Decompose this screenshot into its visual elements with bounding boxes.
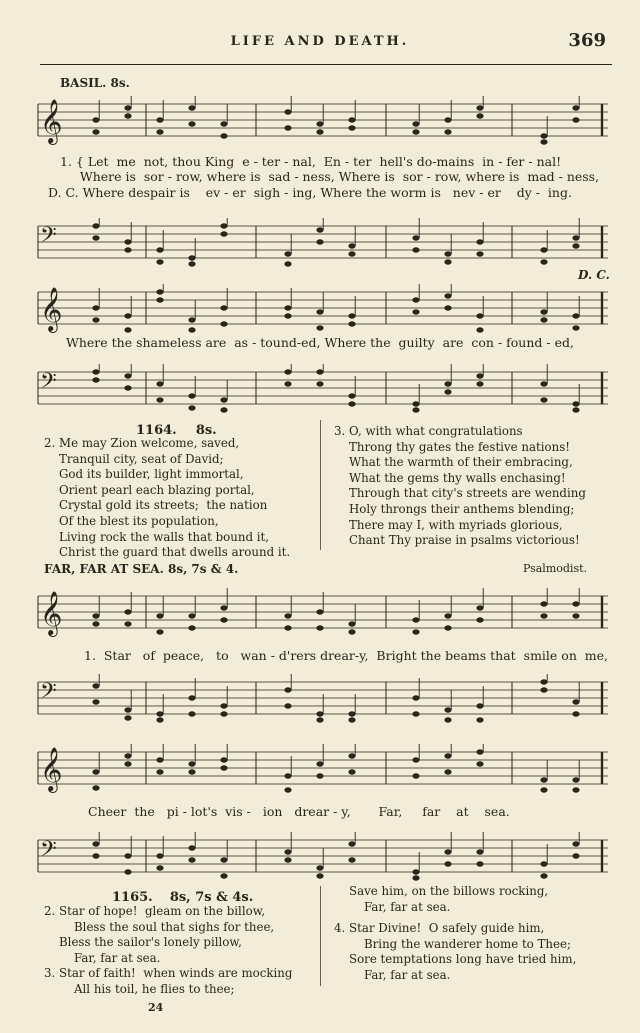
note-head	[156, 757, 163, 762]
note-head	[540, 317, 547, 322]
note-head	[476, 849, 483, 854]
note-head	[316, 711, 323, 716]
note-head	[412, 875, 419, 880]
verse-line: Chant Thy praise in psalms victorious!	[334, 533, 580, 548]
note-head	[156, 769, 163, 774]
note-head	[124, 753, 131, 758]
verse-line: Orient pearl each blazing portal,	[44, 482, 255, 497]
note-head	[348, 857, 355, 862]
note-head	[572, 613, 579, 618]
note-head	[220, 605, 227, 610]
note-head	[220, 223, 227, 228]
note-head	[188, 261, 195, 266]
note-head	[540, 397, 547, 402]
note-head	[284, 613, 291, 618]
note-head	[412, 695, 419, 700]
note-head	[92, 223, 99, 228]
verse-line: Sore temptations long have tried him,	[334, 952, 577, 967]
verse-line: Of the blest its population,	[44, 513, 219, 528]
note-head	[92, 377, 99, 382]
note-head	[220, 703, 227, 708]
note-head	[476, 617, 483, 622]
note-head	[188, 327, 195, 332]
verse-line: 3. O, with what congratulations	[334, 424, 523, 438]
note-head	[284, 251, 291, 256]
verse-line: All his toil, he flies to thee;	[44, 981, 235, 996]
note-head	[92, 117, 99, 122]
note-head	[348, 117, 355, 122]
column-divider	[320, 886, 321, 986]
note-head	[316, 325, 323, 330]
note-head	[188, 613, 195, 618]
note-head	[156, 613, 163, 618]
verse-line: Holy throngs their anthems blending;	[334, 501, 575, 516]
note-head	[220, 133, 227, 138]
note-head	[572, 105, 579, 110]
note-head	[348, 393, 355, 398]
note-head	[476, 327, 483, 332]
note-head	[476, 861, 483, 866]
note-head	[444, 293, 451, 298]
note-head	[220, 121, 227, 126]
note-head	[348, 321, 355, 326]
note-head	[156, 397, 163, 402]
note-head	[572, 313, 579, 318]
note-head	[156, 129, 163, 134]
note-head	[348, 629, 355, 634]
verse-line: Tranquil city, seat of David;	[44, 451, 224, 466]
note-head	[188, 405, 195, 410]
note-head	[220, 857, 227, 862]
lyric-line-1: 1. { Let me not, thou King e - ter - nal, En - ter hell's do-mains in - fer - nal!	[60, 154, 562, 169]
note-head	[540, 873, 547, 878]
note-head	[540, 259, 547, 264]
note-head	[572, 235, 579, 240]
note-head	[412, 629, 419, 634]
verse-line: Throng thy gates the festive nations!	[334, 439, 570, 454]
note-head	[284, 773, 291, 778]
verse-line: What the warmth of their embracing,	[334, 455, 573, 470]
note-head	[92, 613, 99, 618]
note-head	[124, 761, 131, 766]
verse-line: 4. Star Divine! O safely guide him,	[334, 921, 545, 936]
note-head	[572, 117, 579, 122]
staff-drawing	[34, 218, 612, 274]
tune-title-far-at-sea: FAR, FAR AT SEA. 8s, 7s & 4.	[44, 562, 239, 576]
note-head	[220, 231, 227, 236]
note-head	[444, 717, 451, 722]
note-head	[572, 601, 579, 606]
note-head	[124, 373, 131, 378]
note-head	[220, 305, 227, 310]
note-head	[156, 717, 163, 722]
note-head	[444, 861, 451, 866]
note-head	[92, 235, 99, 240]
verse-block-left-1164	[44, 436, 290, 561]
note-head	[540, 787, 547, 792]
note-head	[444, 117, 451, 122]
note-head	[572, 711, 579, 716]
note-head	[188, 255, 195, 260]
note-head	[348, 401, 355, 406]
verse-line: God its builder, light immortal,	[44, 467, 244, 482]
note-head	[348, 717, 355, 722]
note-head	[412, 407, 419, 412]
note-head	[476, 703, 483, 708]
note-head	[540, 679, 547, 684]
note-head	[156, 297, 163, 302]
note-head	[124, 247, 131, 252]
verse-line: There may I, with myriads glorious,	[334, 517, 563, 532]
note-head	[92, 785, 99, 790]
note-head	[444, 625, 451, 630]
note-head	[412, 869, 419, 874]
note-head	[348, 841, 355, 846]
note-head	[572, 407, 579, 412]
note-head	[444, 753, 451, 758]
note-head	[348, 313, 355, 318]
note-head	[348, 125, 355, 130]
verse-line: Bless the sailor's lonely pillow,	[44, 935, 242, 950]
staff-basil-treble-2	[34, 284, 612, 340]
note-head	[156, 117, 163, 122]
note-head	[572, 787, 579, 792]
note-head	[124, 869, 131, 874]
note-head	[444, 849, 451, 854]
note-head	[540, 687, 547, 692]
note-head	[476, 605, 483, 610]
note-head	[284, 703, 291, 708]
note-head	[124, 385, 131, 390]
staff-drawing	[34, 832, 612, 888]
verse-line: Far, far at sea.	[334, 899, 451, 914]
note-head	[540, 613, 547, 618]
staff-sea-bass-1	[34, 674, 612, 730]
staff-drawing	[34, 744, 612, 800]
verse-line: Save him, on the billows rocking,	[334, 884, 549, 898]
note-head	[444, 305, 451, 310]
note-head	[124, 239, 131, 244]
note-head	[316, 121, 323, 126]
note-head	[124, 313, 131, 318]
note-head	[412, 617, 419, 622]
column-divider	[320, 420, 321, 550]
staff-sea-treble-1	[34, 588, 612, 644]
note-head	[444, 613, 451, 618]
note-head	[476, 113, 483, 118]
treble-clef-icon: 𝄞	[40, 99, 63, 143]
note-head	[412, 121, 419, 126]
note-head	[444, 769, 451, 774]
note-head	[124, 707, 131, 712]
note-head	[188, 105, 195, 110]
note-head	[124, 113, 131, 118]
note-head	[572, 325, 579, 330]
note-head	[92, 129, 99, 134]
note-head	[156, 381, 163, 386]
note-head	[124, 105, 131, 110]
staff-basil-bass-1	[34, 218, 612, 274]
note-head	[220, 873, 227, 878]
note-head	[188, 711, 195, 716]
note-head	[476, 313, 483, 318]
note-head	[540, 861, 547, 866]
lyric-line-2: Where is sor - row, where is sad - ness, Where is sor - row, where is mad - ness,	[60, 169, 600, 184]
verse-line: Through that city's streets are wending	[334, 486, 586, 501]
note-head	[124, 621, 131, 626]
note-head	[188, 121, 195, 126]
note-head	[476, 251, 483, 256]
tune-title-basil: BASIL. 8s.	[60, 76, 130, 90]
lyric-line-dc: D. C. Where despair is ev - er sigh - ing, Where the worm is nev - er dy - ing.	[48, 185, 572, 200]
note-head	[572, 699, 579, 704]
note-head	[220, 407, 227, 412]
note-head	[284, 687, 291, 692]
note-head	[540, 777, 547, 782]
note-head	[316, 761, 323, 766]
staff-drawing	[34, 674, 612, 730]
note-head	[540, 381, 547, 386]
note-head	[476, 717, 483, 722]
note-head	[412, 247, 419, 252]
note-head	[156, 259, 163, 264]
note-head	[540, 247, 547, 252]
lyric-sea-1: 1. Star of peace, to wan - d'rers drear-y, Bright the beams that smile on me,	[84, 648, 609, 663]
verse-line: What the gems thy walls enchasing!	[334, 470, 566, 485]
note-head	[540, 133, 547, 138]
note-head	[284, 109, 291, 114]
note-head	[316, 773, 323, 778]
note-head	[220, 321, 227, 326]
note-head	[316, 625, 323, 630]
note-head	[572, 243, 579, 248]
staff-drawing	[34, 284, 612, 340]
note-head	[316, 227, 323, 232]
note-head	[92, 683, 99, 688]
treble-clef-icon: 𝄞	[40, 591, 63, 635]
note-head	[92, 699, 99, 704]
note-head	[284, 625, 291, 630]
note-head	[476, 373, 483, 378]
note-head	[476, 381, 483, 386]
hymn-number: 1164.	[136, 423, 177, 438]
verse-block-right-1164	[334, 424, 586, 549]
note-head	[476, 105, 483, 110]
note-head	[476, 761, 483, 766]
note-head	[348, 753, 355, 758]
composer-credit: Psalmodist.	[523, 562, 588, 575]
staff-sea-treble-2	[34, 744, 612, 800]
note-head	[348, 243, 355, 248]
note-head	[476, 239, 483, 244]
hymn-heading-1165	[112, 886, 253, 905]
note-head	[316, 873, 323, 878]
verse-block-left-1165	[44, 904, 292, 998]
note-head	[412, 129, 419, 134]
note-head	[284, 369, 291, 374]
note-head	[92, 841, 99, 846]
note-head	[188, 845, 195, 850]
note-head	[316, 239, 323, 244]
note-head	[188, 769, 195, 774]
note-head	[412, 401, 419, 406]
bass-clef-icon: 𝄢	[40, 837, 57, 867]
treble-clef-icon: 𝄞	[40, 287, 63, 331]
verse-line: 3. Star of faith! when winds are mocking	[44, 966, 293, 981]
verse-line: Christ the guard that dwells around it.	[44, 545, 291, 560]
note-head	[316, 865, 323, 870]
verse-line: 2. Me may Zion welcome, saved,	[44, 436, 240, 450]
note-head	[188, 695, 195, 700]
note-head	[540, 601, 547, 606]
note-head	[444, 259, 451, 264]
note-head	[412, 309, 419, 314]
note-head	[412, 297, 419, 302]
note-head	[444, 251, 451, 256]
bass-clef-icon: 𝄢	[40, 223, 57, 253]
note-head	[572, 841, 579, 846]
note-head	[284, 857, 291, 862]
note-head	[444, 389, 451, 394]
signature-mark: 24	[148, 1001, 164, 1014]
note-head	[188, 625, 195, 630]
verse-line: Living rock the walls that bound it,	[44, 529, 270, 544]
note-head	[284, 787, 291, 792]
note-head	[92, 769, 99, 774]
note-head	[540, 309, 547, 314]
staff-drawing	[34, 364, 612, 420]
note-head	[284, 381, 291, 386]
header-rule	[40, 64, 612, 65]
running-title: LIFE AND DEATH.	[230, 34, 410, 49]
dc-mark: D. C.	[578, 268, 610, 282]
note-head	[220, 617, 227, 622]
note-head	[92, 369, 99, 374]
verse-line: Far, far at sea.	[334, 967, 451, 982]
note-head	[348, 621, 355, 626]
note-head	[156, 247, 163, 252]
staff-basil-bass-2	[34, 364, 612, 420]
note-head	[92, 853, 99, 858]
note-head	[572, 401, 579, 406]
verse-line: Far, far at sea.	[44, 950, 161, 965]
note-head	[316, 381, 323, 386]
note-head	[412, 757, 419, 762]
note-head	[124, 853, 131, 858]
verse-line: 2. Star of hope! gleam on the billow,	[44, 904, 266, 918]
hymn-meter: 8s.	[195, 423, 217, 438]
note-head	[316, 129, 323, 134]
bass-clef-icon: 𝄢	[40, 369, 57, 399]
note-head	[220, 757, 227, 762]
note-head	[284, 261, 291, 266]
note-head	[444, 707, 451, 712]
note-head	[284, 849, 291, 854]
note-head	[572, 853, 579, 858]
note-head	[412, 711, 419, 716]
note-head	[572, 777, 579, 782]
note-head	[316, 717, 323, 722]
note-head	[284, 305, 291, 310]
note-head	[124, 327, 131, 332]
hymn-number: 1165.	[112, 890, 153, 905]
note-head	[156, 289, 163, 294]
staff-drawing	[34, 96, 612, 152]
note-head	[188, 393, 195, 398]
lyric-line-3: Where the shameless are as - tound-ed, Where the guilty are con - found - ed,	[66, 335, 574, 350]
note-head	[316, 309, 323, 314]
note-head	[476, 749, 483, 754]
note-head	[220, 765, 227, 770]
staff-basil-treble-1	[34, 96, 612, 152]
note-head	[348, 769, 355, 774]
note-head	[316, 369, 323, 374]
note-head	[156, 853, 163, 858]
note-head	[124, 715, 131, 720]
note-head	[124, 609, 131, 614]
note-head	[348, 711, 355, 716]
staff-sea-bass-2	[34, 832, 612, 888]
note-head	[92, 621, 99, 626]
note-head	[316, 609, 323, 614]
note-head	[220, 711, 227, 716]
note-head	[284, 125, 291, 130]
note-head	[188, 317, 195, 322]
verse-line: Bless the soul that sighs for thee,	[44, 919, 275, 934]
note-head	[92, 317, 99, 322]
note-head	[92, 305, 99, 310]
note-head	[348, 251, 355, 256]
verse-line: Bring the wanderer home to Thee;	[334, 936, 571, 951]
note-head	[444, 381, 451, 386]
page-number: 369	[568, 30, 606, 51]
note-head	[412, 773, 419, 778]
note-head	[156, 711, 163, 716]
note-head	[156, 865, 163, 870]
lyric-sea-2: Cheer the pi - lot's vis - ion drear - y, Far, far at sea.	[88, 804, 510, 819]
note-head	[188, 857, 195, 862]
staff-drawing	[34, 588, 612, 644]
bass-clef-icon: 𝄢	[40, 679, 57, 709]
verse-block-right-1165	[334, 884, 576, 984]
note-head	[412, 235, 419, 240]
verse-line: Crystal gold its streets; the nation	[44, 498, 268, 513]
note-head	[284, 313, 291, 318]
treble-clef-icon: 𝄞	[40, 747, 63, 791]
note-head	[540, 139, 547, 144]
hymn-meter: 8s, 7s & 4s.	[169, 890, 254, 905]
note-head	[444, 129, 451, 134]
note-head	[220, 397, 227, 402]
note-head	[156, 629, 163, 634]
note-head	[188, 761, 195, 766]
